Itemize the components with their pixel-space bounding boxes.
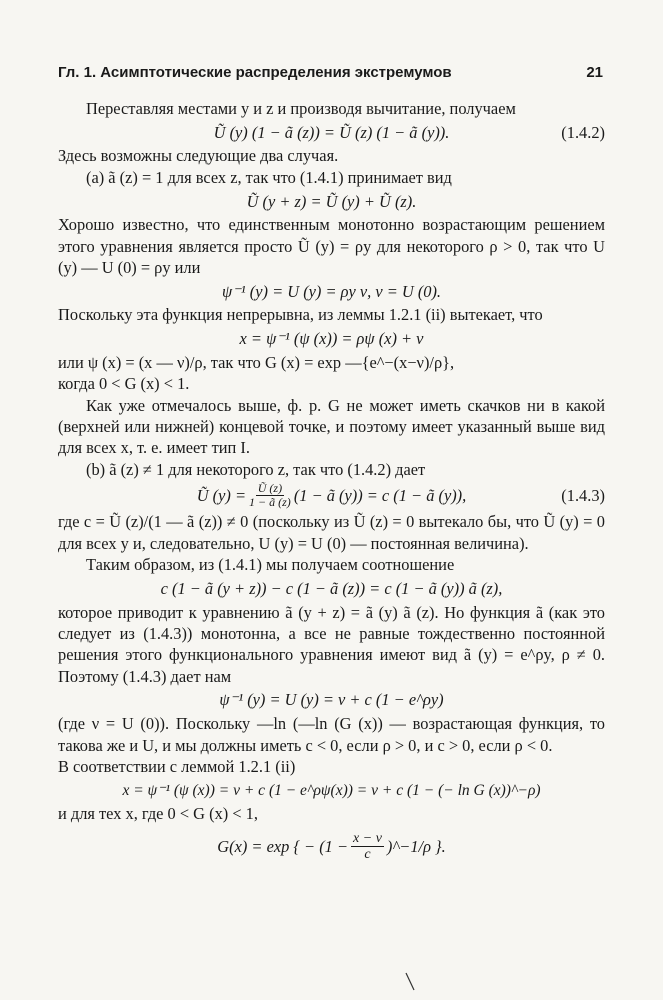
running-header: [58, 64, 603, 81]
fraction-denominator: 1 − ã (z): [249, 495, 291, 510]
fraction-numerator: x − ν: [353, 830, 382, 846]
main-text: [58, 98, 605, 864]
paragraph: которое приводит к уравнению ã (y + z) = ã (y) ã (z). Но функция ã (как это следует из (1.4.3)) монотонна, а все не равные тождественно постоянной решения этого функционального уравнения имеют вид ã (y) = e^ρy, ρ ≠ 0. Поэтому (1.4.3) дает нам: [58, 602, 605, 686]
equation-rhs: (1 − ã (y)) = c (1 − ã (y)),: [293, 486, 467, 506]
equation-body: ψ⁻¹ (y) = U (y) = ν + c (1 − e^ρy): [219, 690, 444, 710]
paragraph: Хорошо известно, что единственным монотонно возрастающим решением этого уравнения является просто Ũ (y) = ρy для некоторого ρ > 0, так что U (y) — U (0) = ρy или: [58, 215, 605, 278]
equation-inverse-exp: [58, 689, 605, 711]
fraction: [351, 831, 384, 862]
equation-lhs: Ũ (y) =: [196, 486, 247, 506]
paragraph: (где ν = U (0)). Поскольку —ln (—ln (G (x)) — возрастающая функция, то такова же и U, и мы должны иметь c < 0, если ρ > 0, и c > 0, если ρ < 0.: [58, 714, 605, 755]
fraction-numerator: Ũ (z): [257, 481, 283, 496]
equation-body: ψ⁻¹ (y) = U (y) = ρy ν, ν = U (0).: [221, 281, 442, 301]
equation-body: Ũ (y + z) = Ũ (y) + Ũ (z).: [246, 191, 417, 211]
chapter-title: Гл. 1. Асимптотические распределения экстремумов: [58, 64, 452, 81]
paragraph: где c = Ũ (z)/(1 — ã (z)) ≠ 0 (поскольку из Ũ (z) = 0 вытекало бы, что Ũ (y) = 0 для всех y и, следовательно, U (y) = U (0) — постоянная величина).: [58, 512, 605, 553]
equation-number: (1.4.2): [561, 122, 605, 142]
equation-x-psi: [58, 328, 605, 350]
page-number: 21: [586, 64, 603, 81]
equation-additive: [58, 190, 605, 212]
paragraph: Поскольку эта функция непрерывна, из леммы 1.2.1 (ii) вытекает, что: [58, 305, 543, 325]
equation-relation: [58, 578, 605, 600]
paragraph: когда 0 < G (x) < 1.: [58, 374, 190, 394]
paragraph: или ψ (x) = (x — ν)/ρ, так что G (x) = exp —{e^−(x−ν)/ρ},: [58, 352, 455, 372]
equation-1-4-2: [58, 121, 605, 143]
equation-1-4-3: [58, 482, 605, 509]
equation-lhs: G(x) = exp { − (1 −: [217, 836, 349, 856]
equation-g-of-x: [58, 831, 605, 862]
paragraph: (b) ã (z) ≠ 1 для некоторого z, так что (1.4.2) дает: [86, 459, 426, 479]
equation-body: Ũ (y) (1 − ã (z)) = Ũ (z) (1 − ã (y)).: [213, 122, 450, 142]
fraction-denominator: c: [364, 846, 371, 862]
equation-number: (1.4.3): [561, 486, 605, 506]
paragraph: В соответствии с леммой 1.2.1 (ii): [58, 756, 296, 776]
equation-inverse-linear: [58, 280, 605, 302]
paragraph: и для тех x, где 0 < G (x) < 1,: [58, 804, 258, 824]
paragraph: Как уже отмечалось выше, ф. р. G не может иметь скачков ни в какой (верхней или нижней) концевой точке, и поэтому имеет указанный выше вид для всех x, т. е. имеет тип I.: [58, 395, 605, 458]
paragraph: Переставляя местами y и z и производя вычитание, получаем: [86, 99, 516, 118]
equation-rhs: )^−1/ρ }.: [386, 836, 446, 856]
fraction: [249, 482, 291, 509]
equation-x-expansion: [58, 779, 605, 801]
paragraph: Таким образом, из (1.4.1) мы получаем соотношение: [86, 555, 455, 575]
equation-body: x = ψ⁻¹ (ψ (x)) = ρψ (x) + ν: [239, 329, 424, 349]
paragraph: Здесь возможны следующие два случая.: [58, 146, 339, 166]
equation-body: x = ψ⁻¹ (ψ (x)) = ν + c (1 − e^ρψ(x)) = ν + c (1 − (− ln G (x))^−ρ): [122, 781, 541, 799]
paragraph: (а) ã (z) = 1 для всех z, так что (1.4.1) принимает вид: [86, 167, 452, 187]
stray-pen-mark: [404, 972, 416, 992]
equation-body: c (1 − ã (y + z)) − c (1 − ã (z)) = c (1 − ã (y)) ã (z),: [160, 578, 503, 598]
